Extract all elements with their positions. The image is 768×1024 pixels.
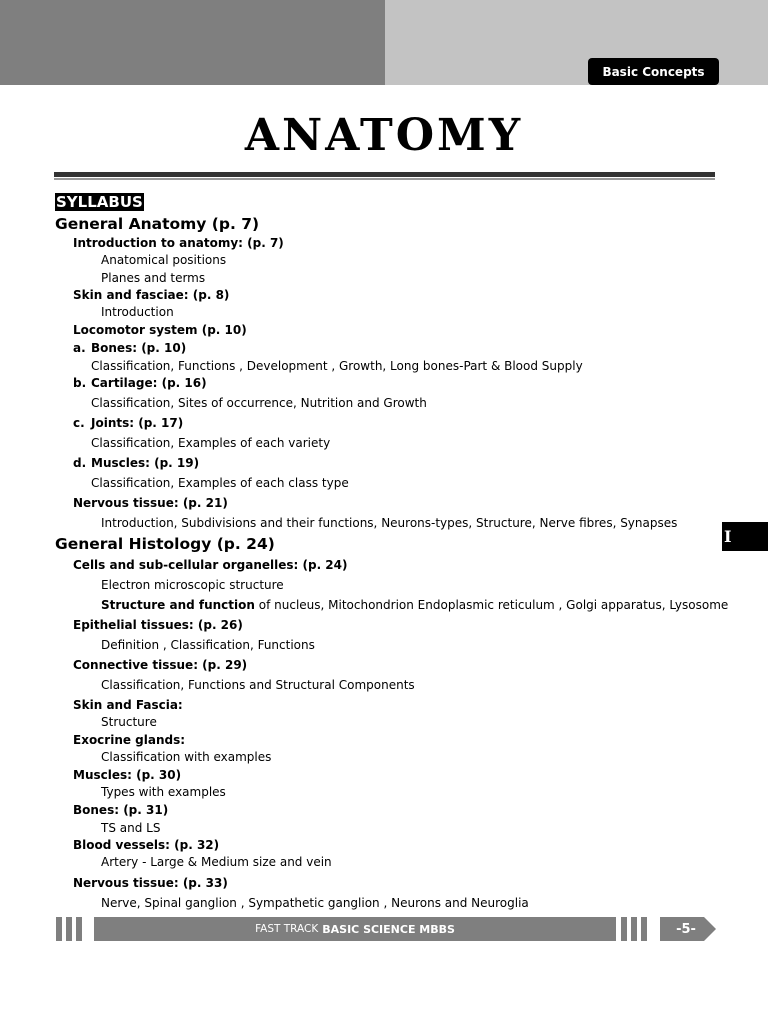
topic-heading: Nervous tissue: (p. 21) bbox=[73, 496, 228, 510]
topic-subheading bbox=[73, 340, 186, 356]
topic-item: Definition , Classification, Functions bbox=[101, 638, 315, 652]
topic-item: Nerve, Spinal ganglion , Sympathetic ganglion , Neurons and Neuroglia bbox=[101, 896, 529, 910]
topic-item: Classification, Sites of occurrence, Nutrition and Growth bbox=[91, 396, 427, 410]
topic-item: TS and LS bbox=[101, 821, 161, 835]
header-band-dark bbox=[0, 0, 385, 85]
topic-item: Types with examples bbox=[101, 785, 226, 799]
topic-item: Planes and terms bbox=[101, 271, 206, 285]
topic-heading: Introduction to anatomy: (p. 7) bbox=[73, 236, 284, 250]
list-marker: c. bbox=[73, 416, 85, 430]
title-rule bbox=[54, 172, 715, 177]
list-marker: b. bbox=[73, 376, 87, 390]
topic-item: Classification, Functions and Structural Components bbox=[101, 678, 415, 692]
topic-heading: Blood vessels: (p. 32) bbox=[73, 838, 220, 852]
page-number-tab bbox=[660, 917, 716, 941]
topic-heading: Connective tissue: (p. 29) bbox=[73, 658, 248, 672]
topic-item: Introduction, Subdivisions and their functions, Neurons-types, Structure, Nerve fibres, Synapses bbox=[101, 516, 678, 530]
topic-subheading bbox=[73, 415, 183, 431]
topic-item: Anatomical positions bbox=[101, 253, 227, 267]
list-marker: d. bbox=[73, 456, 87, 470]
list-marker: a. bbox=[73, 341, 86, 355]
topic-item: Classification with examples bbox=[101, 750, 272, 764]
topic-heading: Cells and sub-cellular organelles: (p. 24) bbox=[73, 558, 348, 572]
title-rule-thin bbox=[54, 178, 715, 180]
bold-phrase: Structure and function bbox=[101, 598, 255, 612]
topic-item: Classification, Examples of each variety bbox=[91, 436, 331, 450]
topic-item: Structure bbox=[101, 715, 157, 729]
footer-stripes-left bbox=[56, 917, 82, 941]
chapter-side-tab: I bbox=[722, 522, 768, 551]
topic-heading: Nervous tissue: (p. 33) bbox=[73, 876, 228, 890]
topic-heading: Skin and fasciae: (p. 8) bbox=[73, 288, 230, 302]
subheading-text: Joints: (p. 17) bbox=[91, 416, 184, 430]
section-heading: General Anatomy (p. 7) bbox=[55, 215, 260, 233]
subheading-text: Cartilage: (p. 16) bbox=[91, 376, 207, 390]
subheading-text: Bones: (p. 10) bbox=[91, 341, 187, 355]
topic-item: Artery - Large & Medium size and vein bbox=[101, 855, 332, 869]
footer-stripes-right bbox=[621, 917, 647, 941]
topic-heading: Exocrine glands: bbox=[73, 733, 186, 747]
page-number: -5- bbox=[676, 921, 696, 937]
topic-heading: Skin and Fascia: bbox=[73, 698, 183, 712]
section-heading: General Histology (p. 24) bbox=[55, 535, 275, 553]
footer-band bbox=[94, 917, 616, 941]
topic-heading: Epithelial tissues: (p. 26) bbox=[73, 618, 243, 632]
topic-item bbox=[101, 597, 728, 613]
topic-item: Classification, Examples of each class type bbox=[91, 476, 349, 490]
section-badge: Basic Concepts bbox=[588, 58, 719, 85]
topic-subheading bbox=[73, 455, 199, 471]
topic-heading: Muscles: (p. 30) bbox=[73, 768, 182, 782]
topic-item: Introduction bbox=[101, 305, 174, 319]
syllabus-label: SYLLABUS bbox=[56, 193, 143, 211]
topic-item: Electron microscopic structure bbox=[101, 578, 284, 592]
footer-text-a: FAST TRACK bbox=[255, 923, 319, 935]
topic-item: Classification, Functions , Development , Growth, Long bones-Part & Blood Supply bbox=[91, 359, 583, 373]
item-text: of nucleus, Mitochondrion Endoplasmic reticulum , Golgi apparatus, Lysosome bbox=[254, 598, 729, 612]
footer-text-b: BASIC SCIENCE MBBS bbox=[322, 922, 455, 936]
subheading-text: Muscles: (p. 19) bbox=[91, 456, 200, 470]
topic-heading: Bones: (p. 31) bbox=[73, 803, 169, 817]
topic-heading: Locomotor system (p. 10) bbox=[73, 323, 247, 337]
topic-subheading bbox=[73, 375, 207, 391]
page-title: ANATOMY bbox=[244, 110, 524, 161]
